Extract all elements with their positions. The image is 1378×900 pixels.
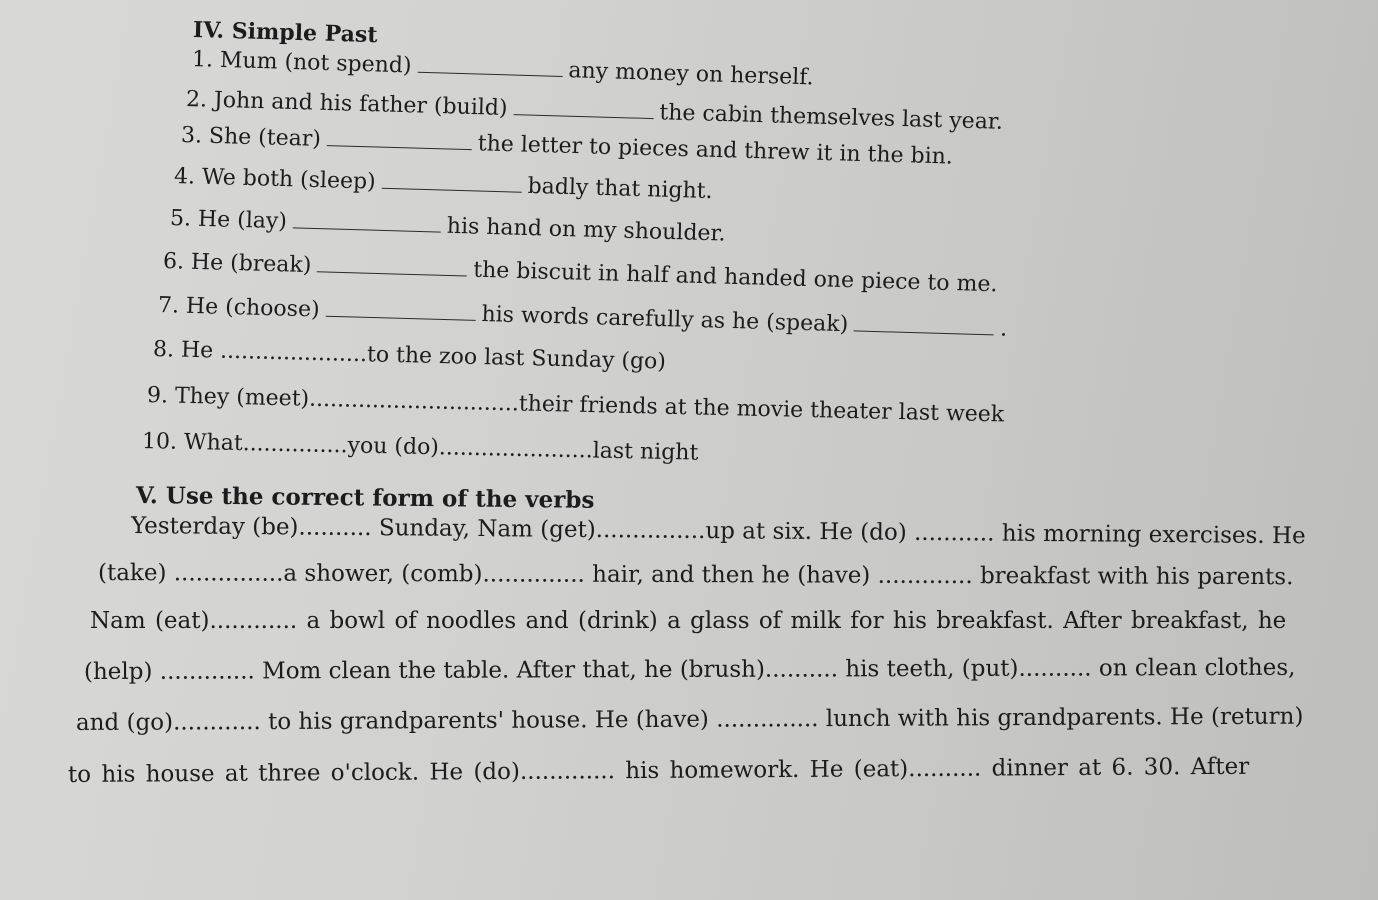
answer-dots[interactable]: .............................. [308,386,520,417]
item-prompt: 5. He (lay) [169,206,288,235]
exercise-item-1 [192,46,814,92]
exercise-item-7 [158,292,1008,344]
exercise-item-10 [142,428,699,468]
section-5-title: V. Use the correct form of the verbs [135,482,595,514]
paragraph-line-6: to his house at three o'clock. He (do)............. his homework. He (eat).......... dinner at 6. 30. After [67,753,1250,788]
exercise-item-8 [153,336,667,377]
answer-blank[interactable] [513,96,653,119]
item-text: the cabin themselves last year. [659,100,1004,135]
answer-blank[interactable] [417,54,562,77]
answer-blank[interactable] [854,312,994,335]
exercise-item-6 [163,248,998,299]
item-end: . [999,316,1008,342]
item-prompt: 3. She (tear) [180,123,322,152]
item-text: to the zoo last Sunday (go) [366,342,667,375]
paragraph-line-4: (help) ............. Mom clean the table. After that, he (brush).......... his teeth, (put).......... on clean clothes, [83,654,1296,685]
item-text: badly that night. [527,173,713,205]
paragraph-line-5: and (go)............ to his grandparents' house. He (have) .............. lunch with his grandparents. He (return) [75,703,1304,736]
item-prompt: 4. We both (sleep) [173,164,377,195]
paragraph-line-2: (take) ...............a shower, (comb).............. hair, and then he (have) ............. breakfast with his parents. [97,560,1294,591]
exercise-item-9 [147,382,1005,429]
answer-dots[interactable]: ............... [242,431,348,459]
item-prompt: 1. Mum (not spend) [191,47,412,79]
paragraph-line-1: Yesterday (be).......... Sunday, Nam (get)...............up at six. He (do) ........... his morning exercises. He [130,513,1306,550]
item-text: you (do) [347,433,440,461]
answer-blank[interactable] [293,209,441,232]
item-end: last night [592,438,699,466]
answer-blank[interactable] [327,127,472,150]
answer-blank[interactable] [325,298,475,321]
answer-blank[interactable] [317,253,467,276]
item-prompt: 6. He (break) [162,249,312,279]
answer-dots[interactable]: ..................... [219,338,368,368]
item-prompt: 10. What [141,429,243,457]
item-text: the letter to pieces and threw it in the bin. [477,131,954,170]
item-prompt: 8. He [152,337,214,364]
item-text: his hand on my shoulder. [446,213,726,247]
answer-blank[interactable] [382,170,522,193]
item-text: his words carefully as he (speak) [481,302,849,338]
paragraph-line-3: Nam (eat)............ a bowl of noodles and (drink) a glass of milk for his breakfast. After breakfast, he [90,608,1287,634]
section-4-title: IV. Simple Past [192,17,378,49]
item-text: any money on herself. [568,58,814,91]
item-text: the biscuit in half and handed one piece to me. [472,257,998,298]
answer-dots[interactable]: ...................... [438,435,594,464]
exercise-item-5 [170,205,726,249]
item-prompt: 7. He (choose) [157,293,320,323]
item-prompt: 2. John and his father (build) [185,87,508,121]
exercise-item-4 [174,163,713,206]
item-text: their friends at the movie theater last week [518,391,1005,428]
item-prompt: 9. They (meet) [146,383,310,412]
